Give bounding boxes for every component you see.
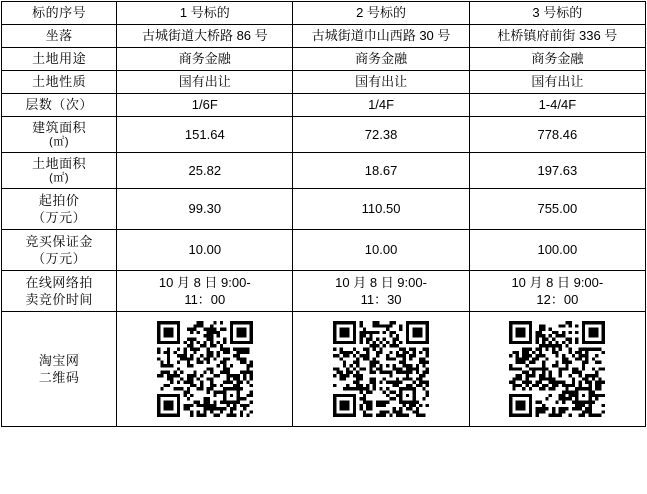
lot-1-land-use: 商务金融 [117, 48, 293, 71]
lot-2-qr-cell [293, 312, 469, 427]
lot-2-land-area: 18.67 [293, 153, 469, 189]
lot-2-location: 古城街道巾山西路 30 号 [293, 25, 469, 48]
row-label-auction-time-line1: 在线网络拍 [25, 275, 93, 290]
lot-2-start-price: 110.50 [293, 189, 469, 230]
table-row-floors [2, 94, 646, 117]
lot-3-deposit: 100.00 [469, 230, 645, 271]
row-label-land-area [2, 153, 117, 189]
lot-1-land-nature: 国有出让 [117, 71, 293, 94]
lot-3-auction-time-line2: 12：00 [536, 292, 579, 307]
auction-lot-table [1, 1, 646, 427]
row-label-start-price-name: 起拍价 [38, 193, 80, 208]
lot-3-location: 杜桥镇府前街 336 号 [469, 25, 645, 48]
row-label-start-price [2, 189, 117, 230]
row-label-building-area-name: 建筑面积 [32, 120, 87, 135]
table-row-qr-code [2, 312, 646, 427]
lot-1-auction-time-line1: 10 月 8 日 9:00- [158, 275, 251, 290]
row-label-land-nature: 土地性质 [2, 71, 117, 94]
lot-3-auction-time-line1: 10 月 8 日 9:00- [511, 275, 604, 290]
lot-1-start-price: 99.30 [117, 189, 293, 230]
lot-3-building-area: 778.46 [469, 117, 645, 153]
lot-2-header: 2 号标的 [293, 2, 469, 25]
row-label-deposit [2, 230, 117, 271]
qr-code-lot-2-icon[interactable] [295, 321, 466, 417]
row-label-floors: 层数（次） [2, 94, 117, 117]
lot-3-floors: 1-4/4F [469, 94, 645, 117]
auction-lot-table-document [0, 1, 647, 494]
lot-3-header: 3 号标的 [469, 2, 645, 25]
row-label-land-use: 土地用途 [2, 48, 117, 71]
lot-3-land-area: 197.63 [469, 153, 645, 189]
lot-1-qr-cell [117, 312, 293, 427]
row-label-auction-time-line2: 卖竞价时间 [25, 292, 93, 307]
row-label-qr-code-line1: 淘宝网 [38, 353, 80, 368]
lot-3-land-nature: 国有出让 [469, 71, 645, 94]
lot-1-land-area: 25.82 [117, 153, 293, 189]
lot-1-header: 1 号标的 [117, 2, 293, 25]
lot-2-auction-time-line2: 11：30 [360, 292, 402, 307]
lot-1-auction-time [117, 271, 293, 312]
lot-1-building-area: 151.64 [117, 117, 293, 153]
lot-2-building-area: 72.38 [293, 117, 469, 153]
table-row-deposit [2, 230, 646, 271]
lot-2-auction-time [293, 271, 469, 312]
lot-1-location: 古城街道大桥路 86 号 [117, 25, 293, 48]
row-label-qr-code-line2: 二维码 [38, 370, 80, 385]
row-label-qr-code [2, 312, 117, 427]
lot-3-qr-cell [469, 312, 645, 427]
table-row-land-nature [2, 71, 646, 94]
row-label-land-area-unit: (㎡) [49, 172, 69, 184]
lot-1-floors: 1/6F [117, 94, 293, 117]
table-row-land-area [2, 153, 646, 189]
qr-code-lot-3-icon[interactable] [472, 321, 643, 417]
table-row-auction-time [2, 271, 646, 312]
row-label-auction-time [2, 271, 117, 312]
qr-code-lot-1-icon[interactable] [119, 321, 290, 417]
lot-1-auction-time-line2: 11：00 [184, 292, 226, 307]
lot-2-floors: 1/4F [293, 94, 469, 117]
lot-3-auction-time [469, 271, 645, 312]
row-label-deposit-unit: （万元） [32, 251, 87, 266]
table-row-start-price [2, 189, 646, 230]
row-label-start-price-unit: （万元） [32, 210, 87, 225]
table-row-building-area [2, 117, 646, 153]
lot-2-deposit: 10.00 [293, 230, 469, 271]
table-row-land-use [2, 48, 646, 71]
lot-3-start-price: 755.00 [469, 189, 645, 230]
lot-3-land-use: 商务金融 [469, 48, 645, 71]
lot-2-auction-time-line1: 10 月 8 日 9:00- [335, 275, 427, 290]
row-label-location: 坐落 [2, 25, 117, 48]
row-label-land-area-name: 土地面积 [32, 156, 87, 171]
lot-1-deposit: 10.00 [117, 230, 293, 271]
table-row-lot-number [2, 2, 646, 25]
lot-2-land-nature: 国有出让 [293, 71, 469, 94]
row-label-building-area-unit: (㎡) [49, 136, 69, 148]
lot-2-land-use: 商务金融 [293, 48, 469, 71]
row-label-lot-number: 标的序号 [2, 2, 117, 25]
row-label-building-area [2, 117, 117, 153]
table-row-location [2, 25, 646, 48]
row-label-deposit-name: 竞买保证金 [25, 234, 93, 249]
